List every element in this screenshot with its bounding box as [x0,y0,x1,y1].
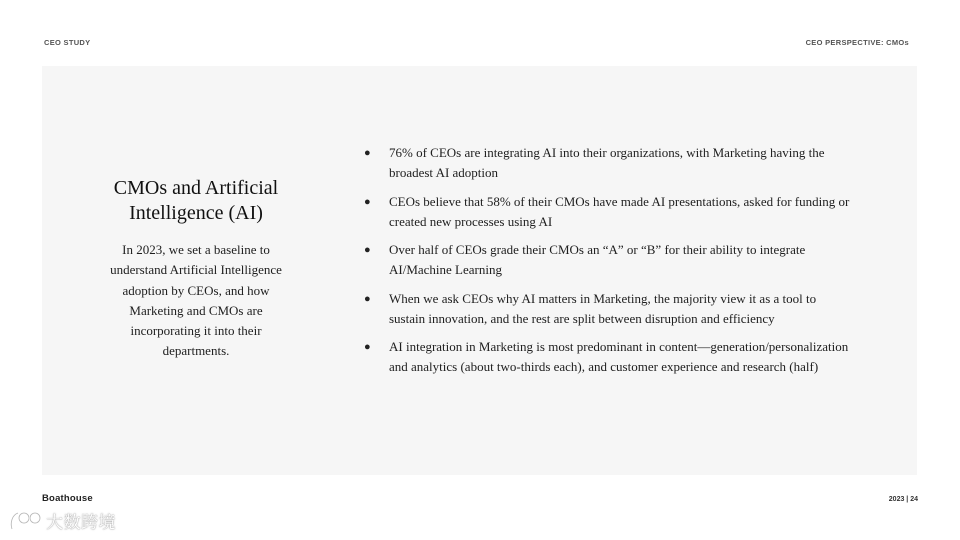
finding-item [362,240,852,280]
bullet-icon: ● [364,147,371,159]
watermark-text: 大数跨境 [46,513,116,533]
finding-item [362,289,852,329]
finding-text: AI integration in Marketing is most predominant in content—generation/personalization and analytics (about two-thirds each), and customer experience and research (half) [389,339,849,374]
intro-column [94,176,298,362]
finding-item [362,337,852,377]
bullet-icon: ● [364,195,371,208]
finding-text: 76% of CEOs are integrating AI into their organizations, with Marketing having the broadest AI adoption [389,145,825,180]
bullet-icon: ● [364,244,371,256]
finding-item [362,143,852,183]
brand-logo: Boathouse [42,493,93,504]
section-title: CEO PERSPECTIVE: CMOs [805,38,909,47]
bullet-icon: ● [364,292,371,305]
intro-paragraph: In 2023, we set a baseline to understand Artificial Intelligence adoption by CEOs, and how Marketing and CMOs are incorporating it into their departments. [110,242,282,359]
finding-text: CEOs believe that 58% of their CMOs have made AI presentations, asked for funding or created new processes using AI [389,193,850,229]
slide-title: CMOs and Artificial Intelligence (AI) [113,177,279,224]
bullet-icon: ● [364,341,371,353]
finding-text: Over half of CEOs grade their CMOs an “A” or “B” for their ability to integrate AI/Machine Learning [389,242,806,277]
watermark [8,508,116,533]
findings-list [362,143,852,386]
finding-text: When we ask CEOs why AI matters in Marketing, the majority view it as a tool to sustain innovation, and the rest are split between disruption and efficiency [389,290,817,326]
section-label: CEO STUDY [44,38,91,47]
finding-item [362,192,852,232]
page-number: 2023 | 24 [888,496,918,503]
logo-icon [8,509,42,533]
